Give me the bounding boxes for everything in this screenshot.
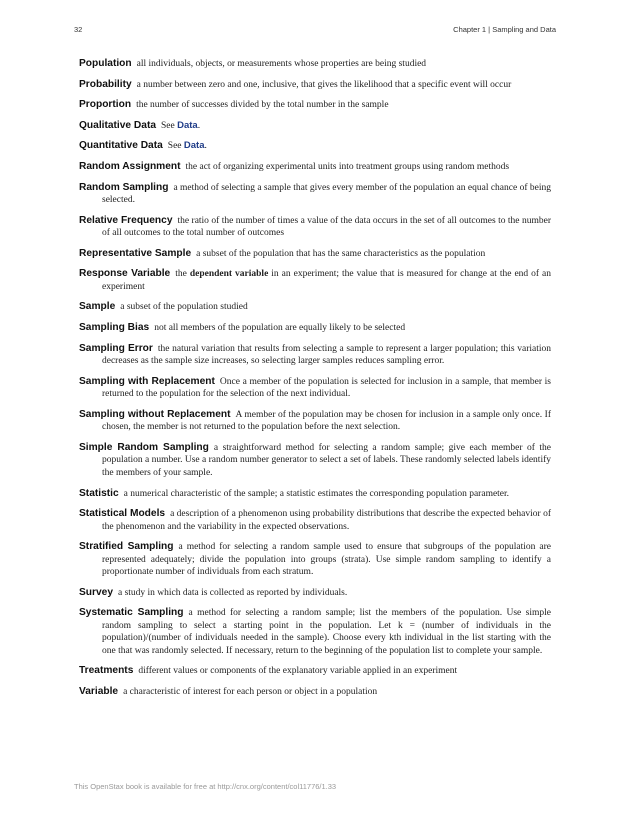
glossary-entry-statistical-models	[79, 508, 551, 533]
glossary-term: Random Sampling	[79, 181, 169, 193]
glossary-entry-treatments	[79, 665, 551, 678]
glossary-term: Sample	[79, 301, 116, 313]
glossary-definition: the number of successes divided by the total number in the sample	[136, 100, 389, 111]
glossary-entry-sampling-with-replacement	[79, 376, 551, 401]
glossary-entry-random-assignment	[79, 161, 551, 174]
footer-note: This OpenStax book is available for free at http://cnx.org/content/col11776/1.33	[74, 782, 337, 791]
glossary-definition-pre: the	[175, 269, 187, 280]
period: .	[197, 120, 201, 131]
glossary-entry-probability	[79, 79, 551, 92]
glossary-definition: a number between zero and one, inclusive, that gives the likelihood that a specific event will occur	[136, 79, 512, 90]
glossary-definition: the act of organizing experimental units into treatment groups using random methods	[185, 161, 510, 172]
dependent-variable-emphasis: dependent variable	[189, 269, 269, 280]
glossary-entry-simple-random-sampling	[79, 442, 551, 480]
glossary-term: Representative Sample	[79, 247, 192, 259]
glossary-definition: A member of the population may be chosen for inclusion in a sample only once. If chosen, the member is not returned to the population before the next selection.	[102, 409, 551, 433]
period: .	[204, 141, 207, 152]
glossary-entry-qualitative-data	[79, 120, 551, 133]
glossary-entry-sampling-error	[79, 343, 551, 368]
glossary-entry-stratified-sampling	[79, 541, 551, 579]
glossary-entry-sampling-bias	[79, 322, 551, 335]
glossary-entry-population	[79, 58, 551, 71]
glossary-term: Simple Random Sampling	[79, 441, 209, 453]
glossary-term: Sampling without Replacement	[79, 408, 231, 420]
glossary-term: Sampling with Replacement	[79, 375, 215, 387]
glossary-definition: not all members of the population are equally likely to be selected	[154, 323, 406, 334]
glossary-term: Variable	[79, 686, 119, 698]
glossary-entry-proportion	[79, 99, 551, 112]
glossary-definition: Once a member of the population is selected for inclusion in a sample, that member is returned to the population for the selection of the next individual.	[102, 376, 552, 400]
glossary-entry-relative-frequency	[79, 215, 551, 240]
glossary-definition: the ratio of the number of times a value of the data occurs in the set of all outcomes to the number of all outcomes to the total number of outcomes	[102, 215, 551, 239]
glossary-definition: a description of a phenomenon using probability distributions that describe the expected behavior of the phenomenon and the variability in the expected observations.	[102, 509, 551, 532]
glossary-entry-random-sampling	[79, 182, 551, 207]
glossary-definition: all individuals, objects, or measurements whose properties are being studied	[136, 59, 427, 69]
glossary-definition: a method for selecting a random sample used to ensure that subgroups of the population are represented adequately; divide the population into groups (strata). Use simple random sampling to identify a proportionate number of individuals from each stratum.	[102, 542, 551, 578]
glossary-entry-sample	[79, 301, 551, 314]
glossary-entry-sampling-without-replacement	[79, 409, 551, 434]
glossary-term: Statistical Models	[79, 508, 166, 520]
glossary-definition: the natural variation that results from selecting a sample to represent a larger population; this variation decreases as the sample size increases, so selecting larger samples reduces sampling error.	[102, 343, 551, 367]
glossary-entry-survey	[79, 587, 551, 600]
see-also-text: See	[167, 141, 182, 152]
glossary-entry-representative-sample	[79, 248, 551, 261]
glossary-entry-quantitative-data	[79, 140, 551, 153]
glossary-term: Response Variable	[79, 268, 171, 280]
glossary-definition: a method for selecting a random sample; list the members of the population. Use simple random sampling to select a starting point in the population. Let k = (number of individuals in the population)/(number of individuals needed in the sample). Choose every kth individual in the list starting with the one that was randomly selected. If necessary, return to the beginning of the population list to complete your sample.	[102, 608, 551, 656]
glossary-term: Quantitative Data	[79, 140, 163, 152]
glossary-term: Relative Frequency	[79, 214, 173, 226]
data-link[interactable]: Data	[177, 119, 198, 131]
running-head: Chapter 1 | Sampling and Data	[453, 25, 556, 34]
glossary-definition: a method of selecting a sample that gives every member of the population an equal chance of being selected.	[102, 182, 551, 206]
see-also-text: See	[161, 120, 175, 131]
glossary-definition: a study in which data is collected as reported by individuals.	[117, 587, 348, 598]
glossary-term: Survey	[79, 586, 113, 598]
glossary-definition: a characteristic of interest for each person or object in a population	[123, 687, 378, 698]
glossary-list	[79, 58, 551, 707]
data-link[interactable]: Data	[183, 140, 205, 152]
glossary-term: Stratified Sampling	[79, 541, 174, 553]
page-number: 32	[74, 25, 83, 34]
glossary-definition: a subset of the population that has the same characteristics as the population	[196, 248, 486, 259]
glossary-entry-statistic	[79, 488, 551, 501]
glossary-term: Proportion	[79, 99, 132, 111]
glossary-term: Systematic Sampling	[79, 607, 184, 619]
glossary-definition: different values or components of the explanatory variable applied in an experiment	[138, 666, 458, 677]
glossary-term: Random Assignment	[79, 160, 181, 172]
glossary-term: Sampling Error	[79, 342, 153, 354]
glossary-term: Statistic	[79, 487, 119, 499]
glossary-definition: a straightforward method for selecting a random sample; give each member of the population a number. Use a random number generator to select a set of labels. These randomly selected labels identify the members of your sample.	[102, 442, 551, 478]
glossary-entry-response-variable	[79, 268, 551, 293]
glossary-term: Treatments	[79, 665, 134, 677]
glossary-entry-variable	[79, 686, 551, 699]
glossary-term: Probability	[79, 78, 132, 90]
glossary-term: Qualitative Data	[79, 119, 156, 131]
glossary-term: Sampling Bias	[79, 322, 150, 334]
glossary-term: Population	[79, 58, 132, 69]
glossary-definition: a numerical characteristic of the sample; a statistic estimates the corresponding population parameter.	[123, 488, 510, 499]
glossary-definition: a subset of the population studied	[120, 302, 248, 313]
glossary-definition-post: in an experiment; the value that is measured for change at the end of an experiment	[102, 269, 552, 292]
glossary-entry-systematic-sampling	[79, 607, 551, 657]
